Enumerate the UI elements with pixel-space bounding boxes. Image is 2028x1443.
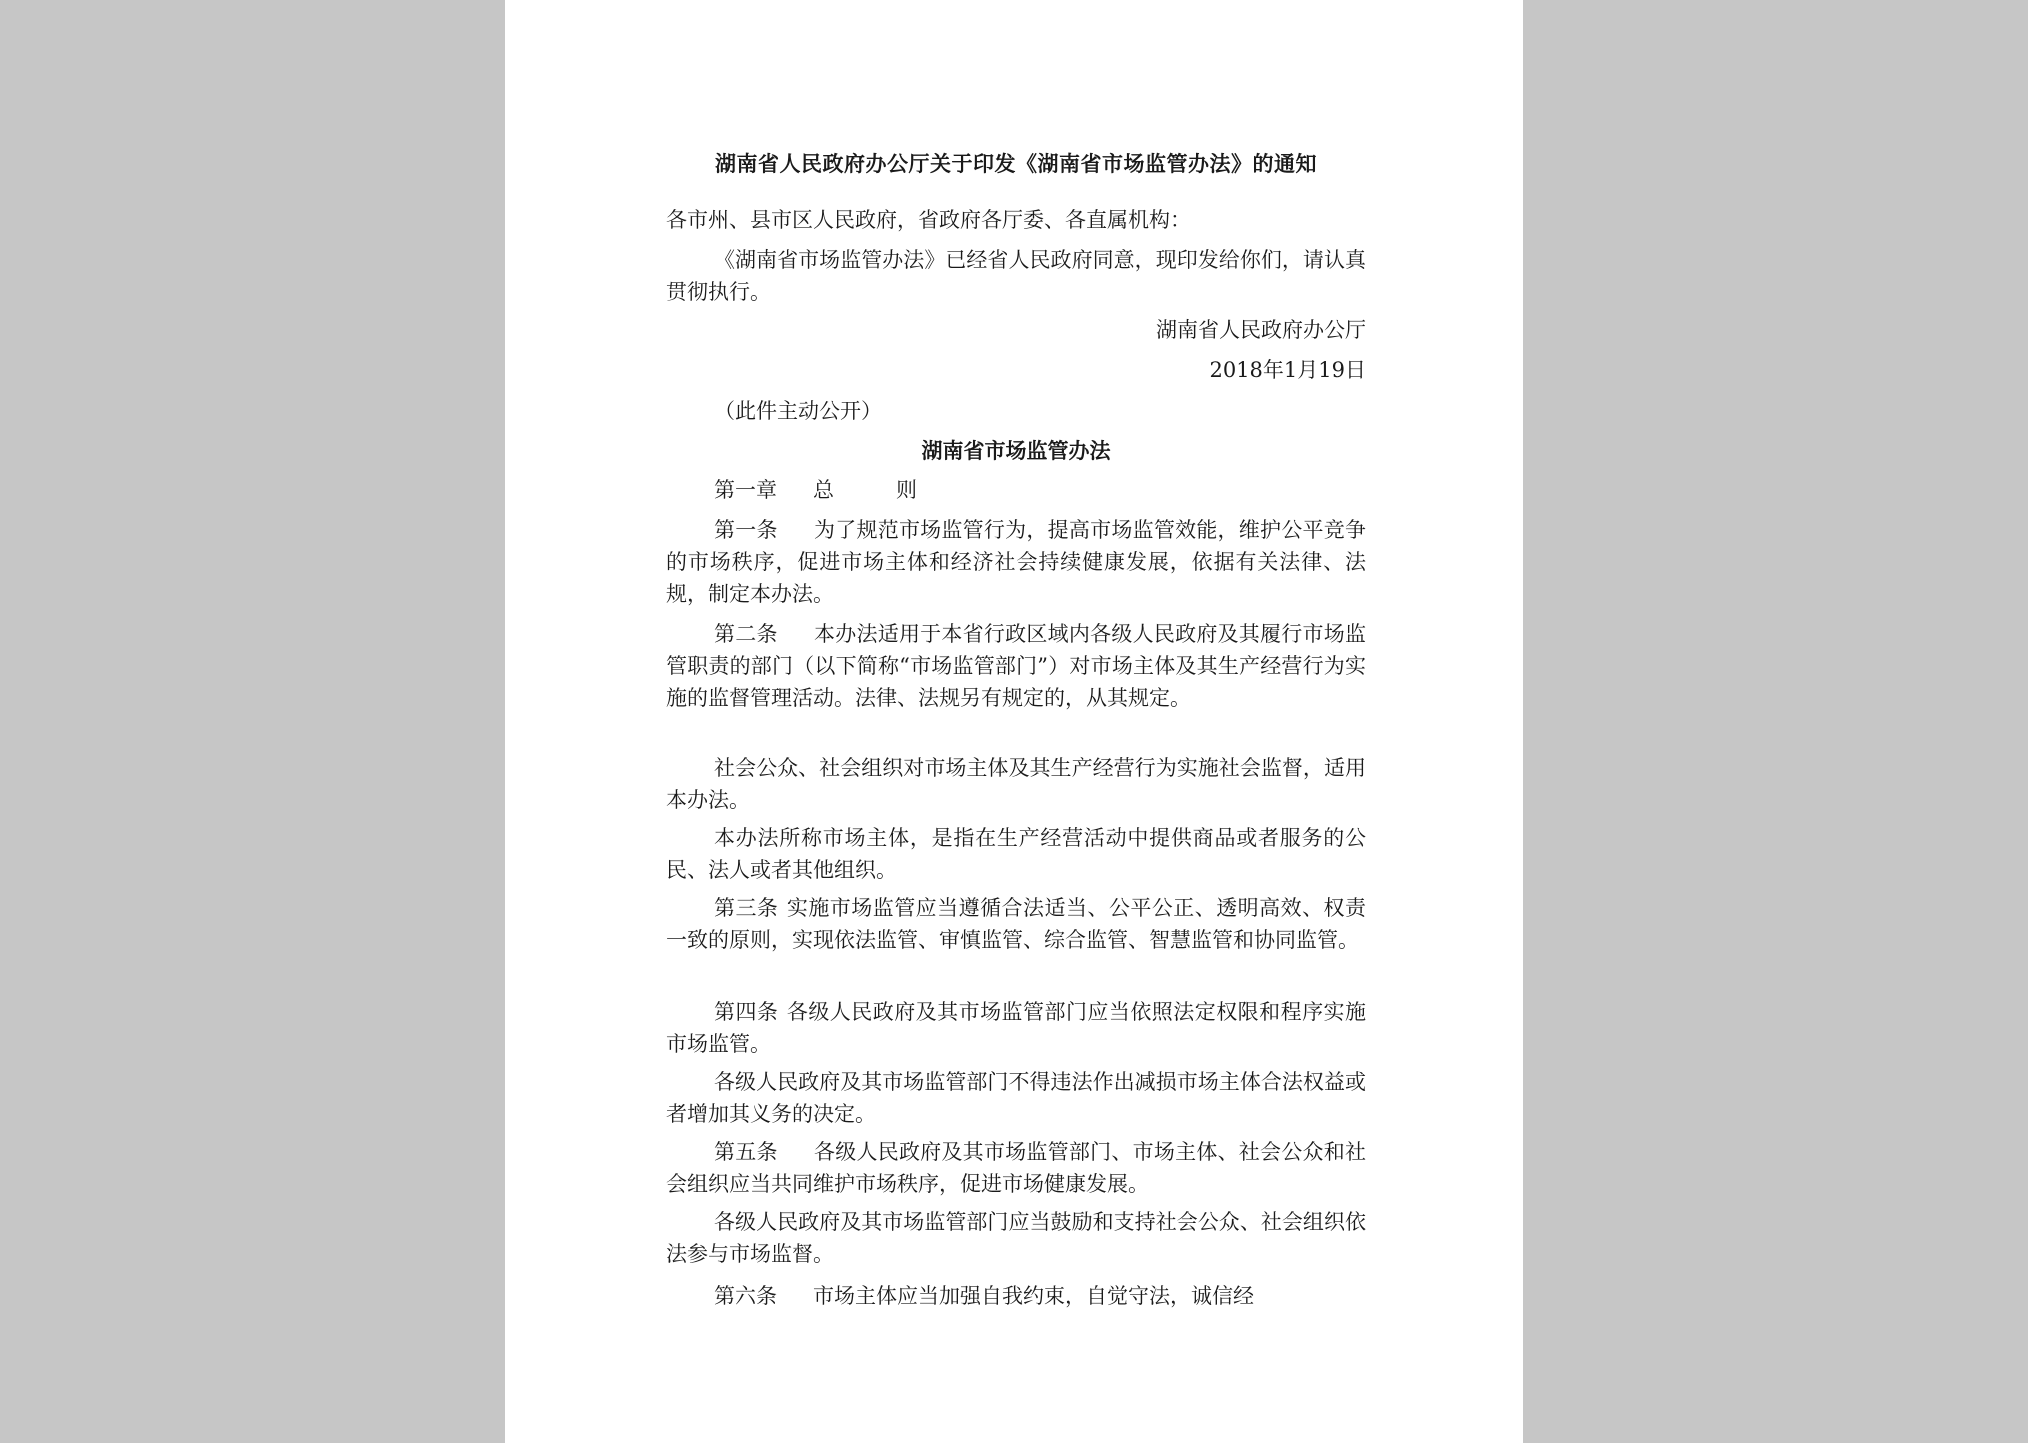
addressee: 各市州、县市区人民政府，省政府各厅委、各直属机构：: [666, 208, 1191, 232]
chapter-name-part2: 则: [896, 478, 917, 502]
article-text: 市场主体应当加强自我约束，自觉守法，诚信经: [813, 1284, 1254, 1308]
article-text: 社会公众、社会组织对市场主体及其生产经营行为实施社会监督，适用本办法。: [666, 756, 1366, 812]
article-label: 第三条: [714, 896, 779, 920]
article-text: 各级人民政府及其市场监管部门应当依照法定权限和程序实施市场监管。: [666, 1000, 1367, 1056]
article-2-para-2: [666, 752, 1366, 816]
article-label: 第五条: [714, 1140, 778, 1164]
notice-body: 《湖南省市场监管办法》已经省人民政府同意，现印发给你们，请认真贯彻执行。: [666, 248, 1366, 304]
article-text: 各级人民政府及其市场监管部门不得违法作出减损市场主体合法权益或者增加其义务的决定。: [666, 1070, 1366, 1126]
issuer: 湖南省人民政府办公厅: [1156, 318, 1366, 342]
article-text: 本办法所称市场主体，是指在生产经营活动中提供商品或者服务的公民、法人或者其他组织。: [666, 826, 1366, 882]
article-text: 本办法适用于本省行政区域内各级人民政府及其履行市场监管职责的部门（以下简称“市场监管部门”）对市场主体及其生产经营行为实施的监督管理活动。法律、法规另有规定的，从其规定。: [666, 622, 1367, 710]
article-1: [666, 514, 1366, 610]
article-4: [666, 996, 1366, 1060]
chapter-heading: [714, 474, 917, 506]
issue-date: 2018年1月19日: [1209, 358, 1366, 382]
document-page: [505, 0, 1523, 1443]
article-text: 各级人民政府及其市场监管部门、市场主体、社会公众和社会组织应当共同维护市场秩序，促进市场健康发展。: [666, 1140, 1367, 1196]
article-text: 为了规范市场监管行为，提高市场监管效能，维护公平竞争的市场秩序，促进市场主体和经济社会持续健康发展，依据有关法律、法规，制定本办法。: [666, 518, 1367, 606]
disclosure-note: （此件主动公开）: [714, 399, 882, 423]
article-5: [666, 1136, 1366, 1200]
article-4-para-2: [666, 1066, 1366, 1130]
article-text: 实施市场监管应当遵循合法适当、公平公正、透明高效、权责一致的原则，实现依法监管、审慎监管、综合监管、智慧监管和协同监管。: [666, 896, 1367, 952]
article-5-para-2: [666, 1206, 1366, 1270]
article-2: [666, 618, 1366, 714]
chapter-name-part1: 总: [813, 478, 834, 502]
article-6: [666, 1280, 1366, 1312]
chapter-label: 第一章: [714, 478, 777, 502]
article-text: 各级人民政府及其市场监管部门应当鼓励和支持社会公众、社会组织依法参与市场监督。: [666, 1210, 1366, 1266]
article-label: 第二条: [714, 622, 778, 646]
regulation-title: 湖南省市场监管办法: [921, 439, 1111, 463]
article-3: [666, 892, 1366, 956]
article-label: 第四条: [714, 1000, 779, 1024]
article-2-para-3: [666, 822, 1366, 886]
article-label: 第六条: [714, 1284, 777, 1308]
notice-title: 湖南省人民政府办公厅关于印发《湖南省市场监管办法》的通知: [715, 152, 1317, 176]
article-label: 第一条: [714, 518, 778, 542]
